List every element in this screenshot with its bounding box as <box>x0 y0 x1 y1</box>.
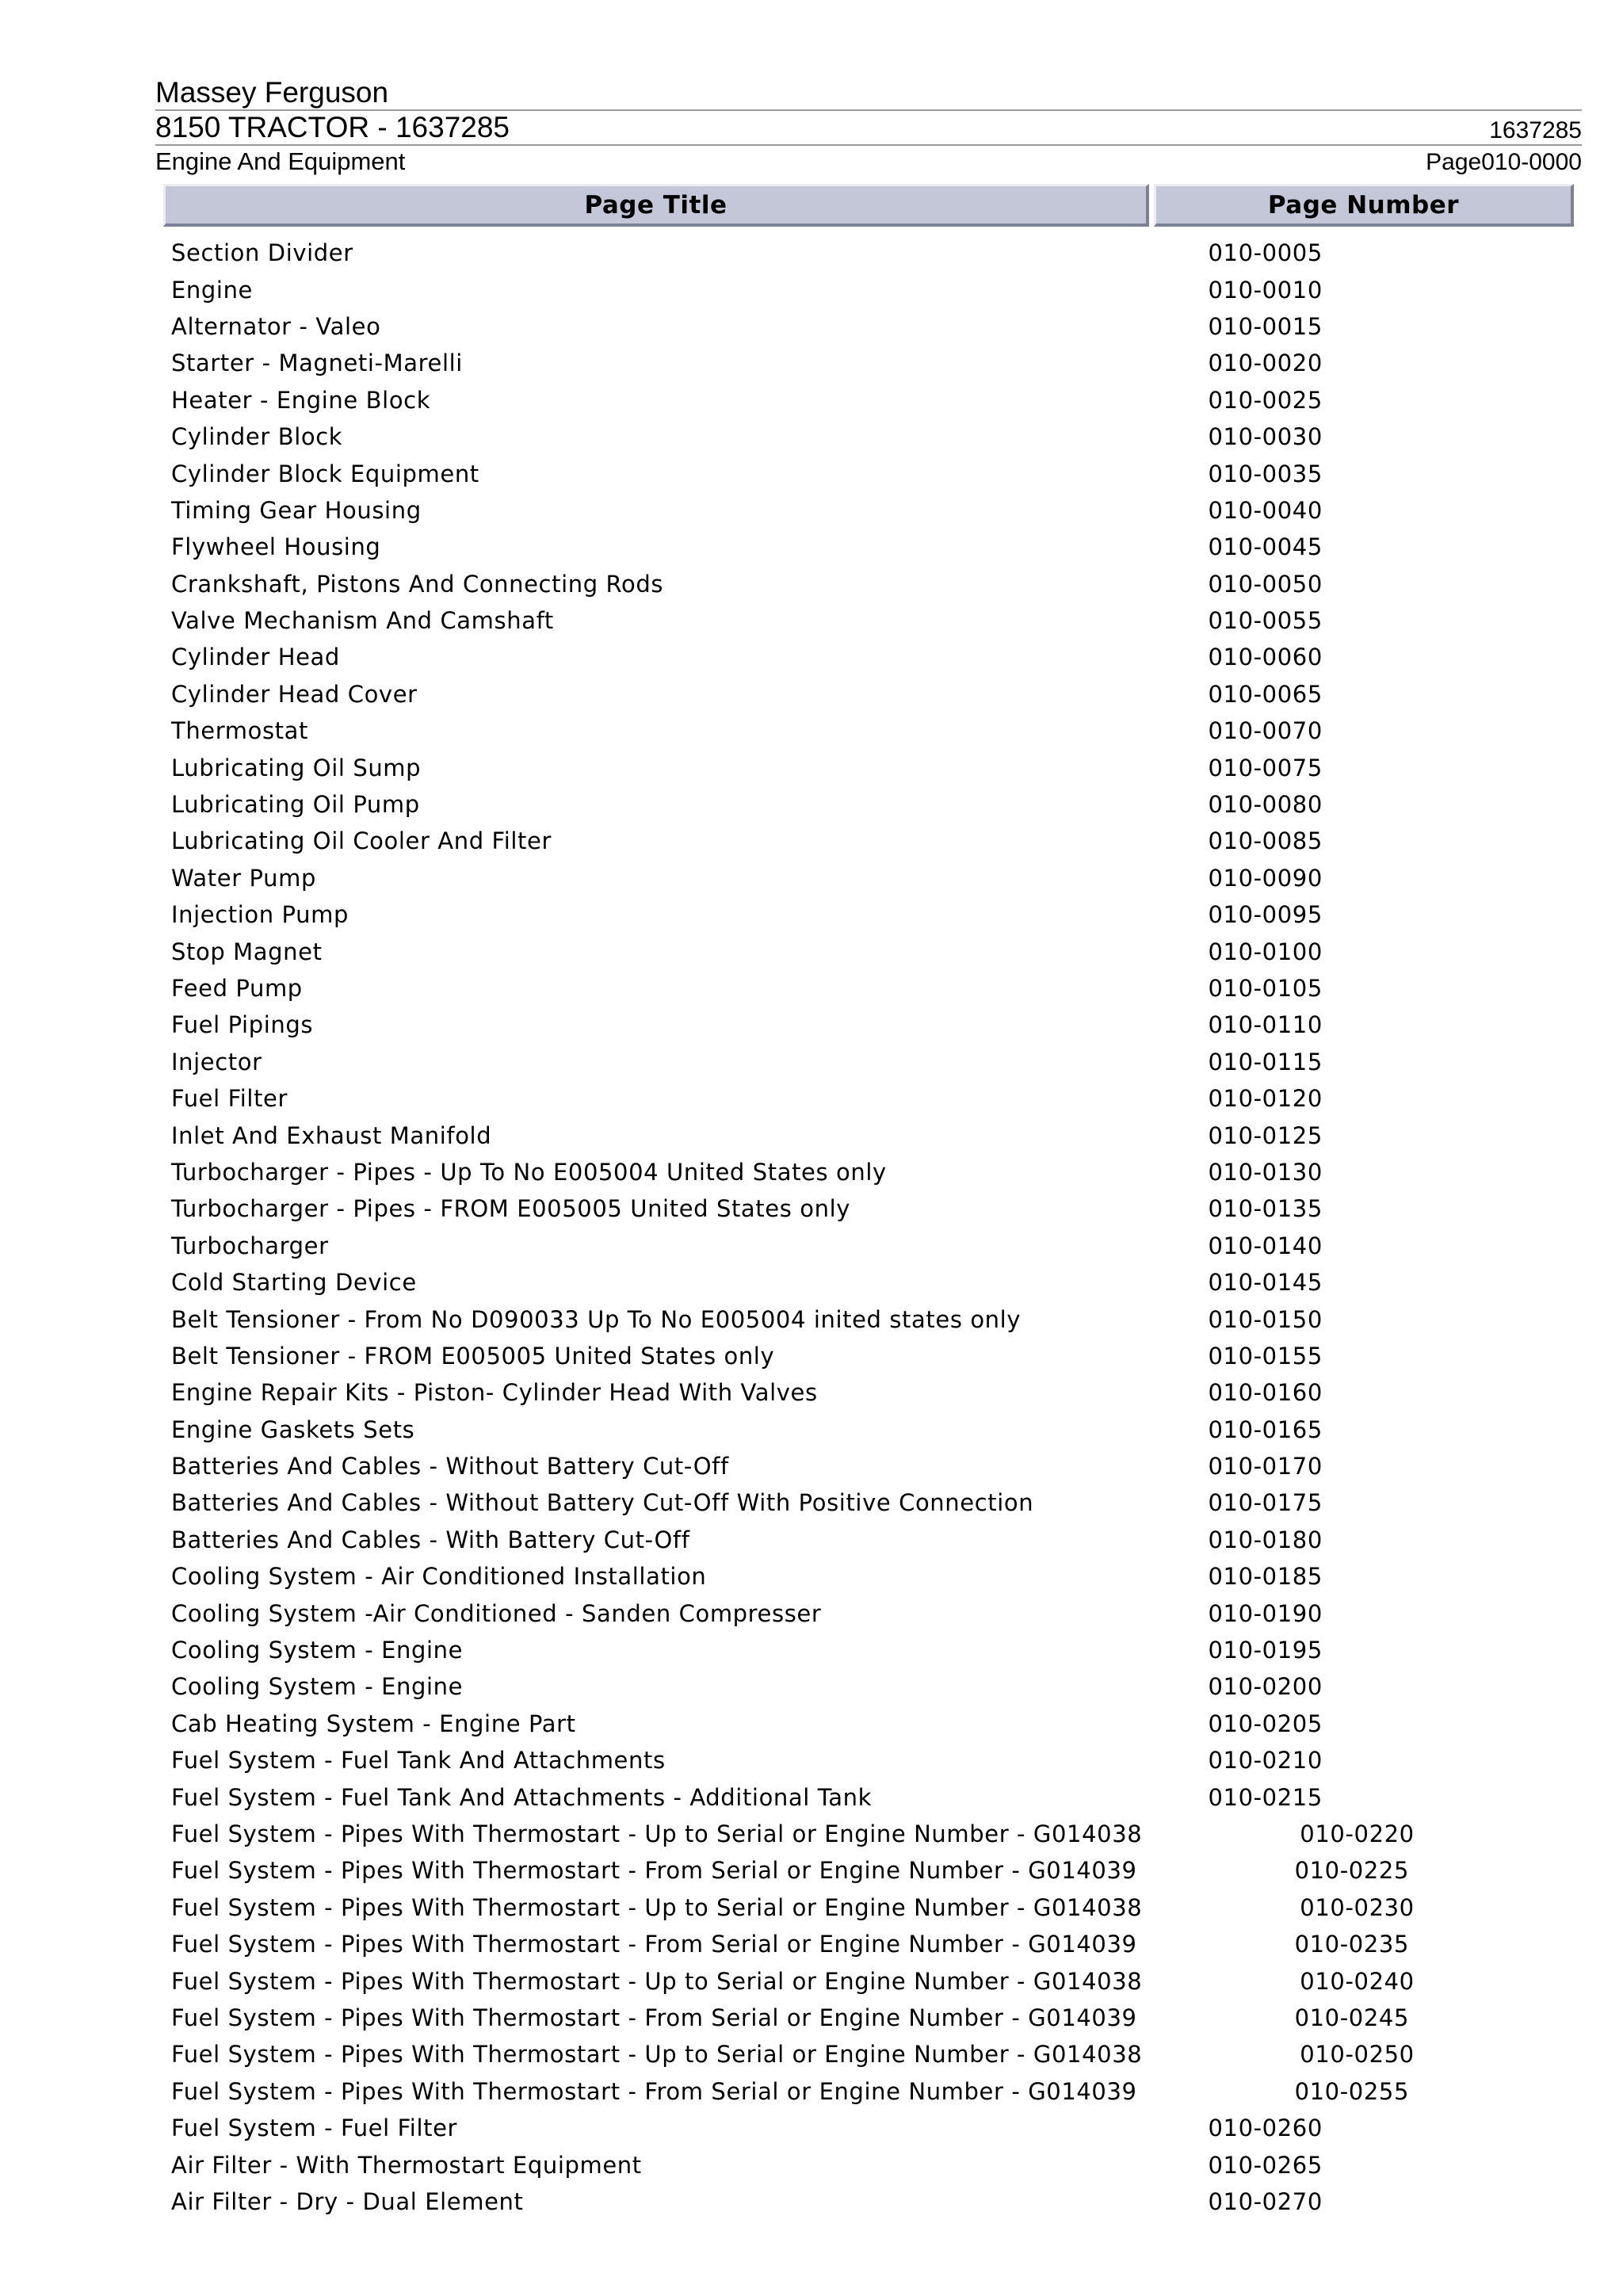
table-row <box>163 1484 1574 1521</box>
column-header-page-number: Page Number <box>1154 184 1574 227</box>
page-number-cell: 010-0025 <box>1208 386 1323 414</box>
page-title-cell: Engine Gaskets Sets <box>171 1415 415 1443</box>
page-number-cell: 010-0230 <box>1300 1893 1415 1921</box>
page-number-cell: 010-0150 <box>1208 1305 1323 1333</box>
table-row <box>163 2183 1574 2220</box>
table-row <box>163 896 1574 933</box>
page-title-cell: Injection Pump <box>171 901 349 929</box>
column-header-page-title: Page Title <box>163 184 1149 227</box>
page-number-cell: 010-0170 <box>1208 1453 1323 1480</box>
page-number-cell: 010-0035 <box>1208 460 1323 487</box>
table-row <box>163 933 1574 969</box>
table-row <box>163 2000 1574 2036</box>
table-row <box>163 1338 1574 1374</box>
page-number-cell: 010-0100 <box>1208 938 1323 965</box>
table-row <box>163 1668 1574 1705</box>
page-number-cell: 010-0125 <box>1208 1121 1323 1149</box>
page-title-cell: Cylinder Block Equipment <box>171 460 479 487</box>
page-number-cell: 010-0015 <box>1208 312 1323 340</box>
page-number-cell: 010-0120 <box>1208 1085 1323 1113</box>
page-number-cell: 010-0255 <box>1294 2077 1409 2105</box>
table-row <box>163 2110 1574 2146</box>
page-number-cell: 010-0030 <box>1208 423 1323 451</box>
page-number-cell: 010-0075 <box>1208 754 1323 781</box>
page-number-cell: 010-0145 <box>1208 1269 1323 1297</box>
page-title-cell: Turbocharger - Pipes - FROM E005005 United States only <box>171 1195 850 1223</box>
page-title-cell: Section Divider <box>171 239 353 267</box>
table-row <box>163 1595 1574 1631</box>
table-row <box>163 1117 1574 1153</box>
page-title-cell: Cylinder Head <box>171 644 340 671</box>
page-title-cell: Fuel System - Pipes With Thermostart - Up to Serial or Engine Number - G014038 <box>171 2041 1143 2069</box>
page-number-cell: 010-0220 <box>1300 1820 1415 1847</box>
section-line <box>155 146 1582 176</box>
section-title: Engine And Equipment <box>155 147 406 175</box>
page-title-cell: Air Filter - Dry - Dual Element <box>171 2187 524 2215</box>
model-code: 1637285 <box>1489 117 1582 143</box>
model-title: 8150 TRACTOR - 1637285 <box>155 111 510 143</box>
page-number-cell: 010-0235 <box>1294 1931 1409 1958</box>
table-row <box>163 1412 1574 1448</box>
page-title-cell: Injector <box>171 1048 262 1075</box>
table-row <box>163 1962 1574 1999</box>
brand-name: Massey Ferguson <box>155 76 389 109</box>
page-number-cell: 010-0070 <box>1208 717 1323 745</box>
table-row <box>163 970 1574 1007</box>
page-title-cell: Heater - Engine Block <box>171 386 431 414</box>
table-row <box>163 749 1574 785</box>
table-row <box>163 712 1574 749</box>
page-number-cell: 010-0250 <box>1300 2041 1415 2069</box>
table-row <box>163 1044 1574 1080</box>
page-title-cell: Fuel System - Fuel Tank And Attachments <box>171 1747 666 1775</box>
page-title-cell: Fuel System - Pipes With Thermostart - Up to Serial or Engine Number - G014038 <box>171 1967 1143 1995</box>
table-row <box>163 1228 1574 1264</box>
page-title-cell: Water Pump <box>171 864 316 892</box>
table-row <box>163 1374 1574 1411</box>
page-title-cell: Cooling System - Engine <box>171 1637 464 1664</box>
page-title-cell: Belt Tensioner - FROM E005005 United States only <box>171 1342 775 1370</box>
page-title-cell: Fuel System - Pipes With Thermostart - From Serial or Engine Number - G014039 <box>171 1931 1137 1958</box>
page-number-cell: 010-0185 <box>1208 1563 1323 1591</box>
page-number-cell: 010-0265 <box>1208 2151 1323 2179</box>
table-row <box>163 418 1574 455</box>
page-title-cell: Timing Gear Housing <box>171 496 422 524</box>
table-row <box>163 1778 1574 1815</box>
page-title-cell: Fuel System - Pipes With Thermostart - From Serial or Engine Number - G014039 <box>171 2077 1137 2105</box>
document-header <box>155 76 1582 176</box>
page-title-cell: Fuel System - Pipes With Thermostart - Up to Serial or Engine Number - G014038 <box>171 1893 1143 1921</box>
page-number-cell: 010-0210 <box>1208 1747 1323 1775</box>
page-number-cell: 010-0190 <box>1208 1599 1323 1627</box>
page-title-cell: Batteries And Cables - With Battery Cut-Off <box>171 1526 690 1553</box>
table-row <box>163 1926 1574 1962</box>
table-header-row <box>163 184 1574 227</box>
table-row <box>163 2073 1574 2110</box>
table-row <box>163 676 1574 712</box>
table-row <box>163 308 1574 345</box>
table-row <box>163 1889 1574 1926</box>
page-number-cell: 010-0225 <box>1294 1857 1409 1885</box>
table-row <box>163 786 1574 823</box>
page-title-cell: Cooling System -Air Conditioned - Sanden Compresser <box>171 1599 822 1627</box>
page-number-cell: 010-0055 <box>1208 607 1323 635</box>
table-row <box>163 639 1574 675</box>
page-number-cell: 010-0085 <box>1208 827 1323 855</box>
table-row <box>163 1448 1574 1484</box>
page-title-cell: Valve Mechanism And Camshaft <box>171 607 554 635</box>
table-row <box>163 823 1574 859</box>
table-row <box>163 1190 1574 1227</box>
page-title-cell: Lubricating Oil Sump <box>171 754 422 781</box>
page-number-cell: 010-0180 <box>1208 1526 1323 1553</box>
page-number-cell: 010-0020 <box>1208 350 1323 377</box>
page-title-cell: Fuel System - Pipes With Thermostart - From Serial or Engine Number - G014039 <box>171 1857 1137 1885</box>
page-number-cell: 010-0010 <box>1208 276 1323 304</box>
page-number-cell: 010-0135 <box>1208 1195 1323 1223</box>
table-row <box>163 529 1574 565</box>
table-row <box>163 1007 1574 1043</box>
page-title-cell: Inlet And Exhaust Manifold <box>171 1121 492 1149</box>
page-title-cell: Cooling System - Air Conditioned Installation <box>171 1563 707 1591</box>
page-number-cell: 010-0165 <box>1208 1415 1323 1443</box>
table-row <box>163 455 1574 491</box>
page-title-cell: Crankshaft, Pistons And Connecting Rods <box>171 570 664 598</box>
page-title-cell: Belt Tensioner - From No D090033 Up To No E005004 inited states only <box>171 1305 1022 1333</box>
table-row <box>163 492 1574 529</box>
page-number-cell: 010-0205 <box>1208 1710 1323 1737</box>
page-title-cell: Lubricating Oil Cooler And Filter <box>171 827 552 855</box>
page-title-cell: Starter - Magneti-Marelli <box>171 350 463 377</box>
page-number-cell: 010-0245 <box>1294 2004 1409 2031</box>
table-body <box>163 235 1574 2220</box>
table-row <box>163 1301 1574 1337</box>
page-number-cell: 010-0155 <box>1208 1342 1323 1370</box>
table-row <box>163 2146 1574 2183</box>
page-number-cell: 010-0040 <box>1208 496 1323 524</box>
page-number-cell: 010-0105 <box>1208 975 1323 1002</box>
table-row <box>163 271 1574 308</box>
page-number-cell: 010-0080 <box>1208 791 1323 819</box>
table-row <box>163 1558 1574 1595</box>
table-row <box>163 602 1574 639</box>
table-row <box>163 1264 1574 1301</box>
page-title-cell: Cylinder Block <box>171 423 343 451</box>
page-title-cell: Fuel System - Pipes With Thermostart - Up to Serial or Engine Number - G014038 <box>171 1820 1143 1847</box>
table-row <box>163 1080 1574 1117</box>
page-number-cell: 010-0200 <box>1208 1673 1323 1701</box>
table-row <box>163 382 1574 418</box>
table-row <box>163 860 1574 896</box>
table-row <box>163 1852 1574 1889</box>
page-number-cell: 010-0050 <box>1208 570 1323 598</box>
page-title-cell: Fuel System - Pipes With Thermostart - From Serial or Engine Number - G014039 <box>171 2004 1137 2031</box>
table-row <box>163 566 1574 602</box>
page-number-cell: 010-0130 <box>1208 1158 1323 1186</box>
page-title-cell: Turbocharger <box>171 1232 329 1259</box>
table-row <box>163 1816 1574 1852</box>
page-title-cell: Cylinder Head Cover <box>171 680 418 708</box>
page-number-cell: 010-0195 <box>1208 1637 1323 1664</box>
page-reference: Page010-0000 <box>1426 149 1582 175</box>
model-line <box>155 111 1582 146</box>
page-number-cell: 010-0005 <box>1208 239 1323 267</box>
page-number-cell: 010-0215 <box>1208 1783 1323 1811</box>
page-title-cell: Thermostat <box>171 717 308 745</box>
page-title-cell: Air Filter - With Thermostart Equipment <box>171 2151 642 2179</box>
page-number-cell: 010-0045 <box>1208 533 1323 561</box>
brand-line <box>155 76 1582 111</box>
table-row <box>163 1522 1574 1558</box>
table-row <box>163 1154 1574 1190</box>
page-number-cell: 010-0240 <box>1300 1967 1415 1995</box>
page-title-cell: Turbocharger - Pipes - Up To No E005004 United States only <box>171 1158 887 1186</box>
page-number-cell: 010-0115 <box>1208 1048 1323 1075</box>
table-row <box>163 1706 1574 1742</box>
page-number-cell: 010-0065 <box>1208 680 1323 708</box>
page-title-cell: Batteries And Cables - Without Battery Cut-Off <box>171 1453 729 1480</box>
page-title-cell: Fuel System - Fuel Filter <box>171 2115 458 2142</box>
table-row <box>163 2036 1574 2073</box>
page-title-cell: Engine <box>171 276 253 304</box>
page-title-cell: Cab Heating System - Engine Part <box>171 1710 576 1737</box>
page-number-cell: 010-0060 <box>1208 644 1323 671</box>
page-title-cell: Fuel System - Fuel Tank And Attachments - Additional Tank <box>171 1783 873 1811</box>
table-row <box>163 1632 1574 1668</box>
page-title-cell: Cold Starting Device <box>171 1269 417 1297</box>
page-number-cell: 010-0095 <box>1208 901 1323 929</box>
page-title-cell: Stop Magnet <box>171 938 323 965</box>
table-row <box>163 345 1574 381</box>
page-title-cell: Engine Repair Kits - Piston- Cylinder Head With Valves <box>171 1379 818 1407</box>
page-number-cell: 010-0260 <box>1208 2115 1323 2142</box>
page-title-cell: Lubricating Oil Pump <box>171 791 420 819</box>
page-title-cell: Batteries And Cables - Without Battery Cut-Off With Positive Connection <box>171 1489 1034 1517</box>
table-row <box>163 1742 1574 1778</box>
page-title-cell: Fuel Filter <box>171 1085 288 1113</box>
page-title-cell: Fuel Pipings <box>171 1011 314 1039</box>
page-number-cell: 010-0160 <box>1208 1379 1323 1407</box>
table-row <box>163 235 1574 271</box>
page-number-cell: 010-0140 <box>1208 1232 1323 1259</box>
page-title-cell: Cooling System - Engine <box>171 1673 464 1701</box>
page-number-cell: 010-0110 <box>1208 1011 1323 1039</box>
page-index-table <box>163 184 1574 2220</box>
page-title-cell: Flywheel Housing <box>171 533 381 561</box>
page-number-cell: 010-0090 <box>1208 864 1323 892</box>
page-title-cell: Alternator - Valeo <box>171 312 381 340</box>
page-number-cell: 010-0270 <box>1208 2187 1323 2215</box>
page-number-cell: 010-0175 <box>1208 1489 1323 1517</box>
page-title-cell: Feed Pump <box>171 975 303 1002</box>
